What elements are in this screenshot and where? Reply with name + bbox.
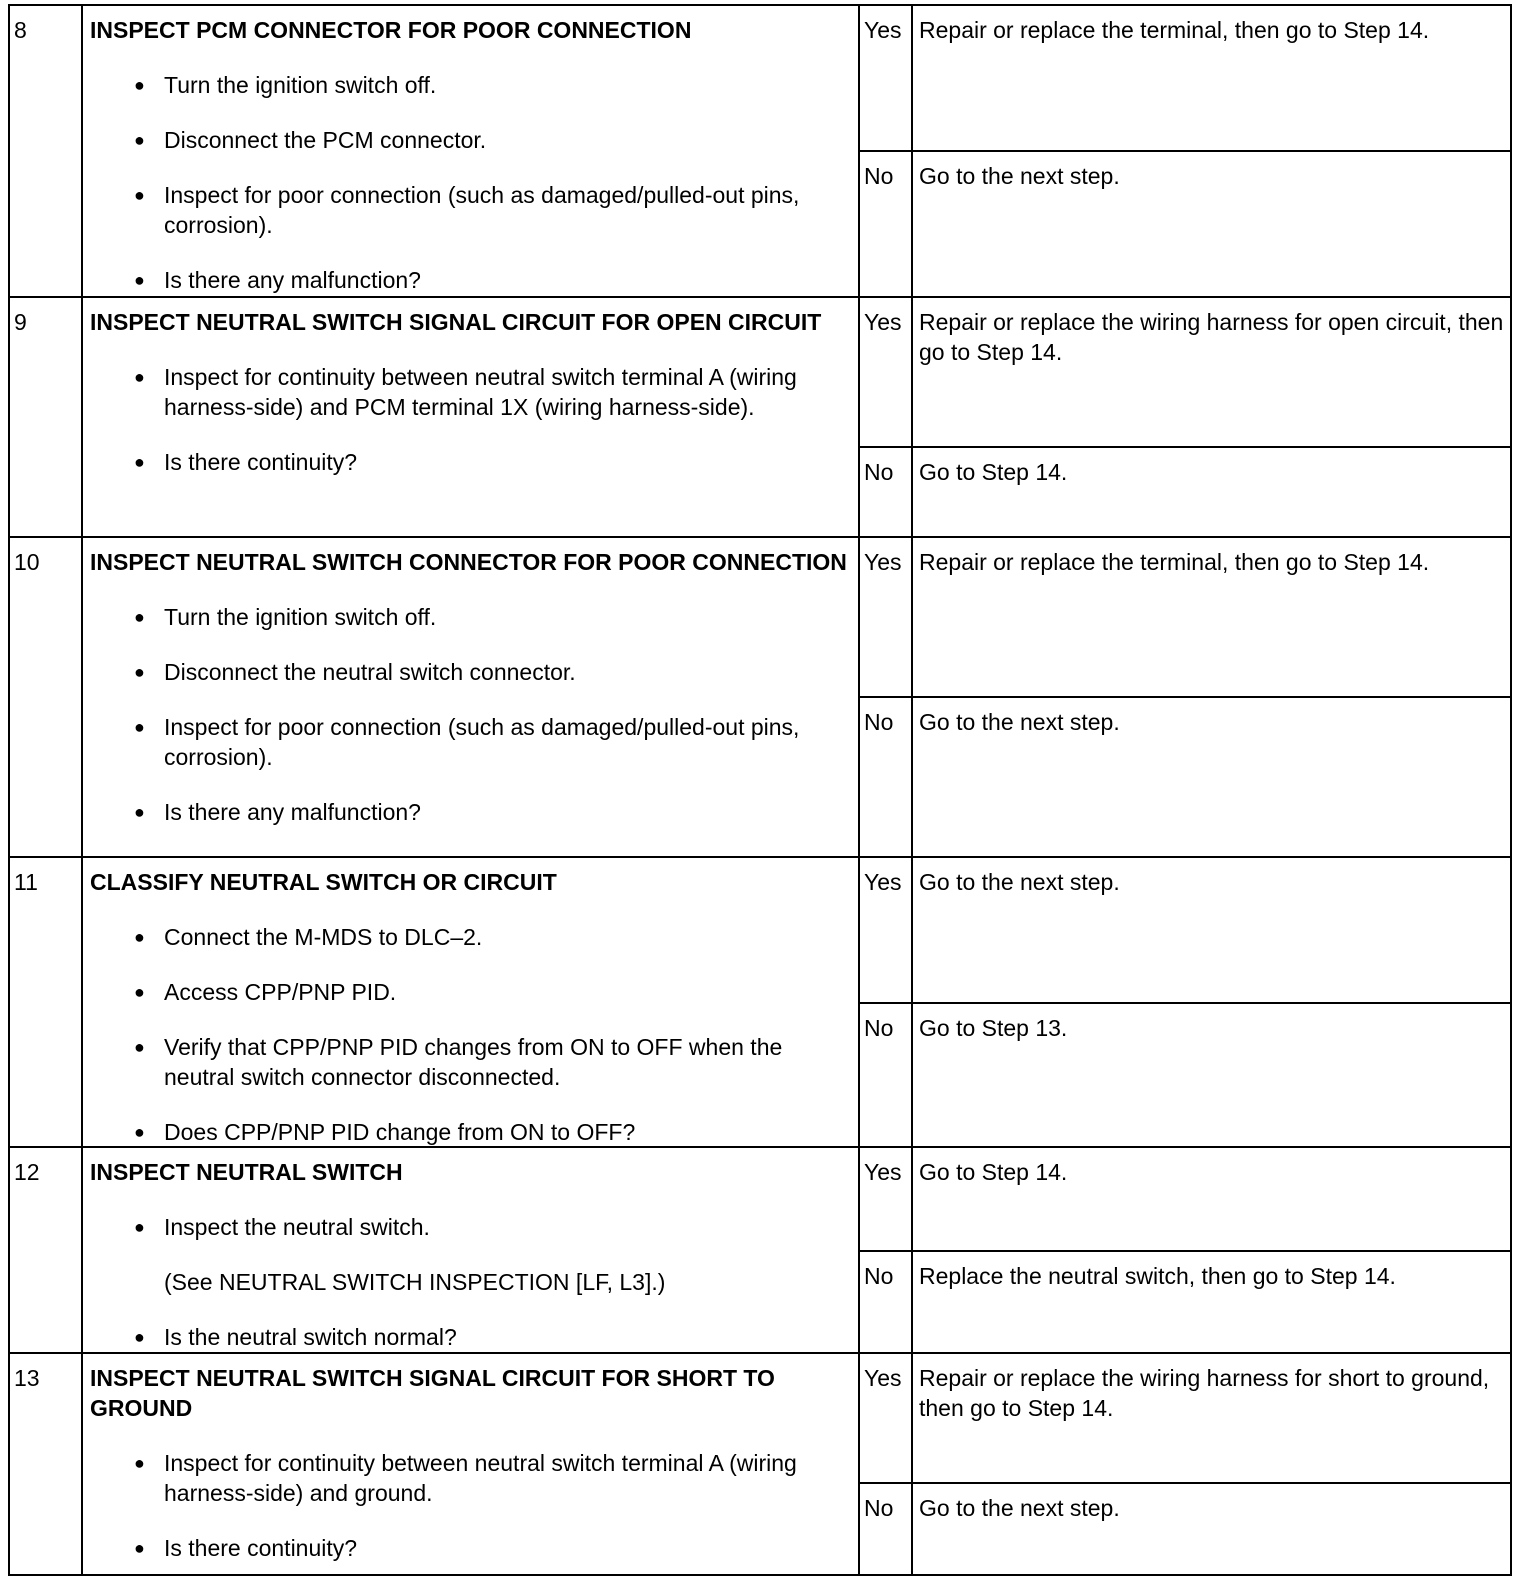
checklist-item (90, 180, 852, 240)
checklist-item (90, 265, 852, 295)
no-label: No (860, 698, 913, 856)
step-title: INSPECT NEUTRAL SWITCH CONNECTOR FOR POOR CONNECTION (90, 549, 847, 575)
yes-answer (860, 858, 1510, 1004)
checklist-item-text: Is the neutral switch normal? (164, 1324, 457, 1350)
reference-note: (See NEUTRAL SWITCH INSPECTION [LF, L3].) (164, 1269, 666, 1295)
yes-label: Yes (860, 858, 913, 1002)
step-number: 11 (10, 858, 83, 1146)
bullet-icon: ● (134, 75, 145, 95)
no-label: No (860, 152, 913, 296)
yes-label: Yes (860, 6, 913, 150)
checklist-item-text: Inspect for continuity between neutral switch terminal A (wiring harness-side) and ground. (164, 1450, 797, 1506)
checklist-item-text: Verify that CPP/PNP PID changes from ON to OFF when the neutral switch connector disconnected. (164, 1034, 783, 1090)
yes-action: Go to Step 14. (919, 1159, 1068, 1185)
step-row (10, 538, 1510, 858)
checklist-item (90, 1032, 852, 1092)
checklist-item-text: Connect the M-MDS to DLC–2. (164, 924, 483, 950)
checklist-item (90, 447, 852, 477)
bullet-icon: ● (134, 270, 145, 290)
checklist-item (90, 362, 852, 422)
yes-label: Yes (860, 1148, 913, 1250)
bullet-icon: ● (134, 185, 145, 205)
bullet-icon: ● (134, 1327, 145, 1347)
step-number: 9 (10, 298, 83, 536)
yes-action: Repair or replace the terminal, then go to Step 14. (919, 17, 1430, 43)
step-content (83, 1148, 860, 1352)
no-answer (860, 1252, 1510, 1352)
yes-label: Yes (860, 1354, 913, 1482)
checklist-item-text: Is there any malfunction? (164, 799, 421, 825)
bullet-icon: ● (134, 452, 145, 472)
bullet-icon: ● (134, 367, 145, 387)
checklist-item (90, 657, 852, 687)
checklist-item (90, 1117, 852, 1147)
step-content (83, 6, 860, 296)
step-content (83, 538, 860, 856)
no-answer (860, 448, 1510, 536)
step-title: INSPECT NEUTRAL SWITCH SIGNAL CIRCUIT FOR OPEN CIRCUIT (90, 309, 822, 335)
checklist-item (90, 1212, 852, 1242)
bullet-icon: ● (134, 130, 145, 150)
bullet-icon: ● (134, 1217, 145, 1237)
step-content (83, 858, 860, 1146)
no-action: Go to Step 13. (919, 1015, 1068, 1041)
bullet-icon: ● (134, 982, 145, 1002)
bullet-icon: ● (134, 1538, 145, 1558)
checklist-item (90, 922, 852, 952)
checklist-item (90, 602, 852, 632)
step-number: 8 (10, 6, 83, 296)
bullet-icon: ● (134, 1122, 145, 1142)
checklist-item-text: Access CPP/PNP PID. (164, 979, 397, 1005)
checklist-item-text: Inspect for poor connection (such as damaged/pulled-out pins, corrosion). (164, 714, 800, 770)
checklist-item-text: Is there continuity? (164, 1535, 358, 1561)
checklist-item (90, 977, 852, 1007)
checklist-item (90, 797, 852, 827)
no-label: No (860, 1484, 913, 1574)
no-answer (860, 1004, 1510, 1146)
no-label: No (860, 1252, 913, 1352)
no-answer (860, 1484, 1510, 1574)
no-action: Go to the next step. (919, 709, 1120, 735)
checklist-item (90, 1533, 852, 1563)
yes-answer (860, 298, 1510, 448)
no-answer (860, 152, 1510, 296)
step-number: 13 (10, 1354, 83, 1574)
step-row (10, 1148, 1510, 1354)
checklist-item-text: Disconnect the neutral switch connector. (164, 659, 576, 685)
bullet-icon: ● (134, 717, 145, 737)
yes-action: Repair or replace the terminal, then go to Step 14. (919, 549, 1430, 575)
no-action: Go to the next step. (919, 1495, 1120, 1521)
yes-label: Yes (860, 298, 913, 446)
checklist-item-text: Inspect for continuity between neutral switch terminal A (wiring harness-side) and PCM terminal 1X (wiring harness-side). (164, 364, 797, 420)
step-number: 10 (10, 538, 83, 856)
no-action: Replace the neutral switch, then go to Step 14. (919, 1263, 1396, 1289)
step-title: INSPECT PCM CONNECTOR FOR POOR CONNECTION (90, 17, 692, 43)
yes-answer (860, 6, 1510, 152)
bullet-icon: ● (134, 607, 145, 627)
checklist-item-text: Inspect the neutral switch. (164, 1214, 430, 1240)
yes-action: Repair or replace the wiring harness for short to ground, then go to Step 14. (919, 1365, 1490, 1421)
bullet-icon: ● (134, 1453, 145, 1473)
step-row (10, 6, 1510, 298)
step-title: INSPECT NEUTRAL SWITCH (90, 1159, 403, 1185)
step-row (10, 298, 1510, 538)
step-row (10, 858, 1510, 1148)
checklist-item-text: Turn the ignition switch off. (164, 604, 437, 630)
no-label: No (860, 448, 913, 536)
checklist-item-text: Turn the ignition switch off. (164, 72, 437, 98)
step-number: 12 (10, 1148, 83, 1352)
yes-answer (860, 1148, 1510, 1252)
yes-label: Yes (860, 538, 913, 696)
bullet-icon: ● (134, 927, 145, 947)
checklist-item (90, 712, 852, 772)
bullet-icon: ● (134, 662, 145, 682)
yes-answer (860, 1354, 1510, 1484)
no-answer (860, 698, 1510, 856)
checklist-item-text: Does CPP/PNP PID change from ON to OFF? (164, 1119, 636, 1145)
no-label: No (860, 1004, 913, 1146)
step-title: INSPECT NEUTRAL SWITCH SIGNAL CIRCUIT FOR SHORT TO GROUND (90, 1365, 775, 1421)
checklist-item-text: Is there continuity? (164, 449, 358, 475)
step-content (83, 1354, 860, 1574)
checklist-item (90, 1448, 852, 1508)
checklist-item-text: Is there any malfunction? (164, 267, 421, 293)
checklist-item-text: Disconnect the PCM connector. (164, 127, 487, 153)
step-row (10, 1354, 1510, 1574)
checklist-item (90, 1322, 852, 1352)
step-content (83, 298, 860, 536)
checklist-item (90, 125, 852, 155)
no-action: Go to the next step. (919, 163, 1120, 189)
no-action: Go to Step 14. (919, 459, 1068, 485)
bullet-icon: ● (134, 1037, 145, 1057)
yes-answer (860, 538, 1510, 698)
diagnostic-procedure-table (8, 4, 1512, 1576)
yes-action: Go to the next step. (919, 869, 1120, 895)
checklist-item (90, 70, 852, 100)
yes-action: Repair or replace the wiring harness for open circuit, then go to Step 14. (919, 309, 1504, 365)
step-title: CLASSIFY NEUTRAL SWITCH OR CIRCUIT (90, 869, 557, 895)
bullet-icon: ● (134, 802, 145, 822)
checklist-item-text: Inspect for poor connection (such as damaged/pulled-out pins, corrosion). (164, 182, 800, 238)
